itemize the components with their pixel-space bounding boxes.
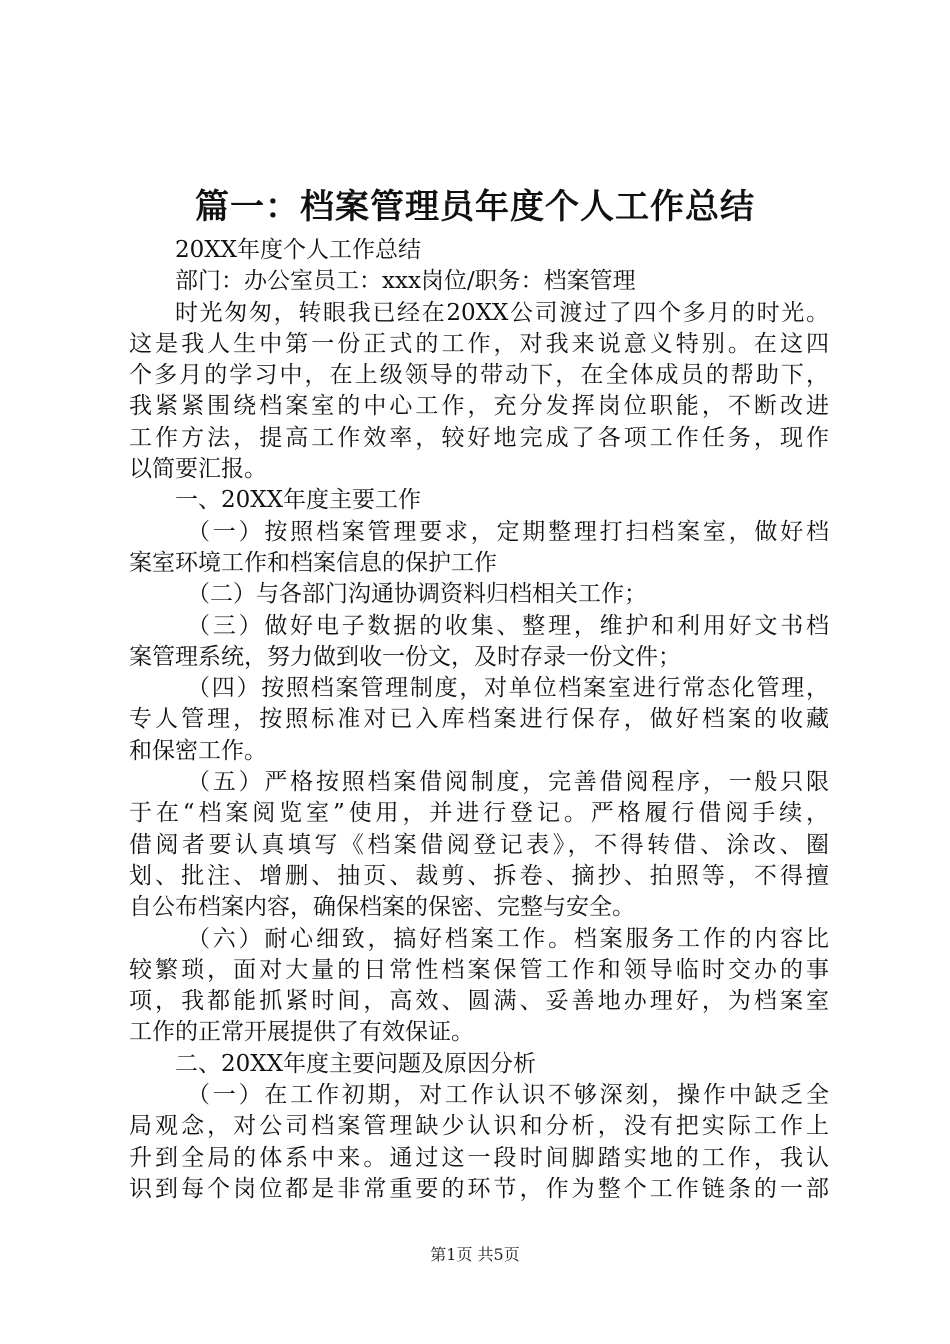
text-line: 这是我人生中第一份正式的工作，对我来说意义特别。在这四 [129, 330, 829, 357]
page-footer: 第1页 共5页 [430, 1245, 520, 1264]
text-line: （五）严格按照档案借阅制度，完善借阅程序，一般只限 [187, 769, 829, 796]
text-line: 自公布档案内容，确保档案的保密、完整与安全。 [129, 894, 635, 921]
text-line: 项，我都能抓紧时间，高效、圆满、妥善地办理好，为档案室 [129, 988, 829, 1015]
document-title: 篇一：档案管理员年度个人工作总结 [195, 187, 755, 227]
text-line: 部门：办公室员工：xxx岗位/职务：档案管理 [175, 268, 636, 295]
text-line: 案室环境工作和档案信息的保护工作 [129, 549, 497, 576]
text-line: （一）按照档案管理要求，定期整理打扫档案室，做好档 [187, 518, 829, 545]
text-line: （四）按照档案管理制度，对单位档案室进行常态化管理， [187, 675, 829, 702]
text-line: 以简要汇报。 [129, 456, 267, 483]
text-line: 二、20XX年度主要问题及原因分析 [175, 1050, 537, 1077]
text-line: （三）做好电子数据的收集、整理，维护和利用好文书档 [187, 612, 829, 639]
text-line: 借阅者要认真填写《档案借阅登记表》，不得转借、涂改、圈 [129, 831, 829, 858]
text-line: 升到全局的体系中来。通过这一段时间脚踏实地的工作，我认 [129, 1144, 829, 1171]
text-line: 我紧紧围绕档案室的中心工作，充分发挥岗位职能，不断改进 [129, 393, 829, 420]
text-line: 工作的正常开展提供了有效保证。 [129, 1019, 474, 1046]
text-line: 和保密工作。 [129, 737, 267, 764]
text-line: 局观念，对公司档案管理缺少认识和分析，没有把实际工作上 [129, 1113, 829, 1140]
text-line: （一）在工作初期，对工作认识不够深刻，操作中缺乏全 [187, 1082, 829, 1109]
document-body [129, 235, 829, 1205]
text-line: 较繁琐，面对大量的日常性档案保管工作和领导临时交办的事 [129, 956, 829, 983]
text-line: （六）耐心细致，搞好档案工作。档案服务工作的内容比 [187, 925, 829, 952]
text-line: 识到每个岗位都是非常重要的环节，作为整个工作链条的一部 [129, 1175, 829, 1202]
text-line: 时光匆匆，转眼我已经在20XX公司渡过了四个多月的时光。 [175, 299, 829, 326]
text-line: （二）与各部门沟通协调资料归档相关工作； [187, 581, 647, 608]
text-line: 于在“档案阅览室”使用，并进行登记。严格履行借阅手续， [129, 800, 829, 827]
text-line: 专人管理，按照标准对已入库档案进行保存，做好档案的收藏 [129, 706, 829, 733]
text-line: 工作方法，提高工作效率，较好地完成了各项工作任务，现作 [129, 424, 829, 451]
text-line: 个多月的学习中，在上级领导的带动下，在全体成员的帮助下， [129, 362, 829, 389]
text-line: 案管理系统，努力做到收一份文，及时存录一份文件； [129, 643, 681, 670]
text-line: 20XX年度个人工作总结 [175, 237, 422, 263]
text-line: 划、批注、增删、抽页、裁剪、拆卷、摘抄、拍照等，不得擅 [129, 862, 829, 889]
text-line: 一、20XX年度主要工作 [175, 487, 422, 514]
